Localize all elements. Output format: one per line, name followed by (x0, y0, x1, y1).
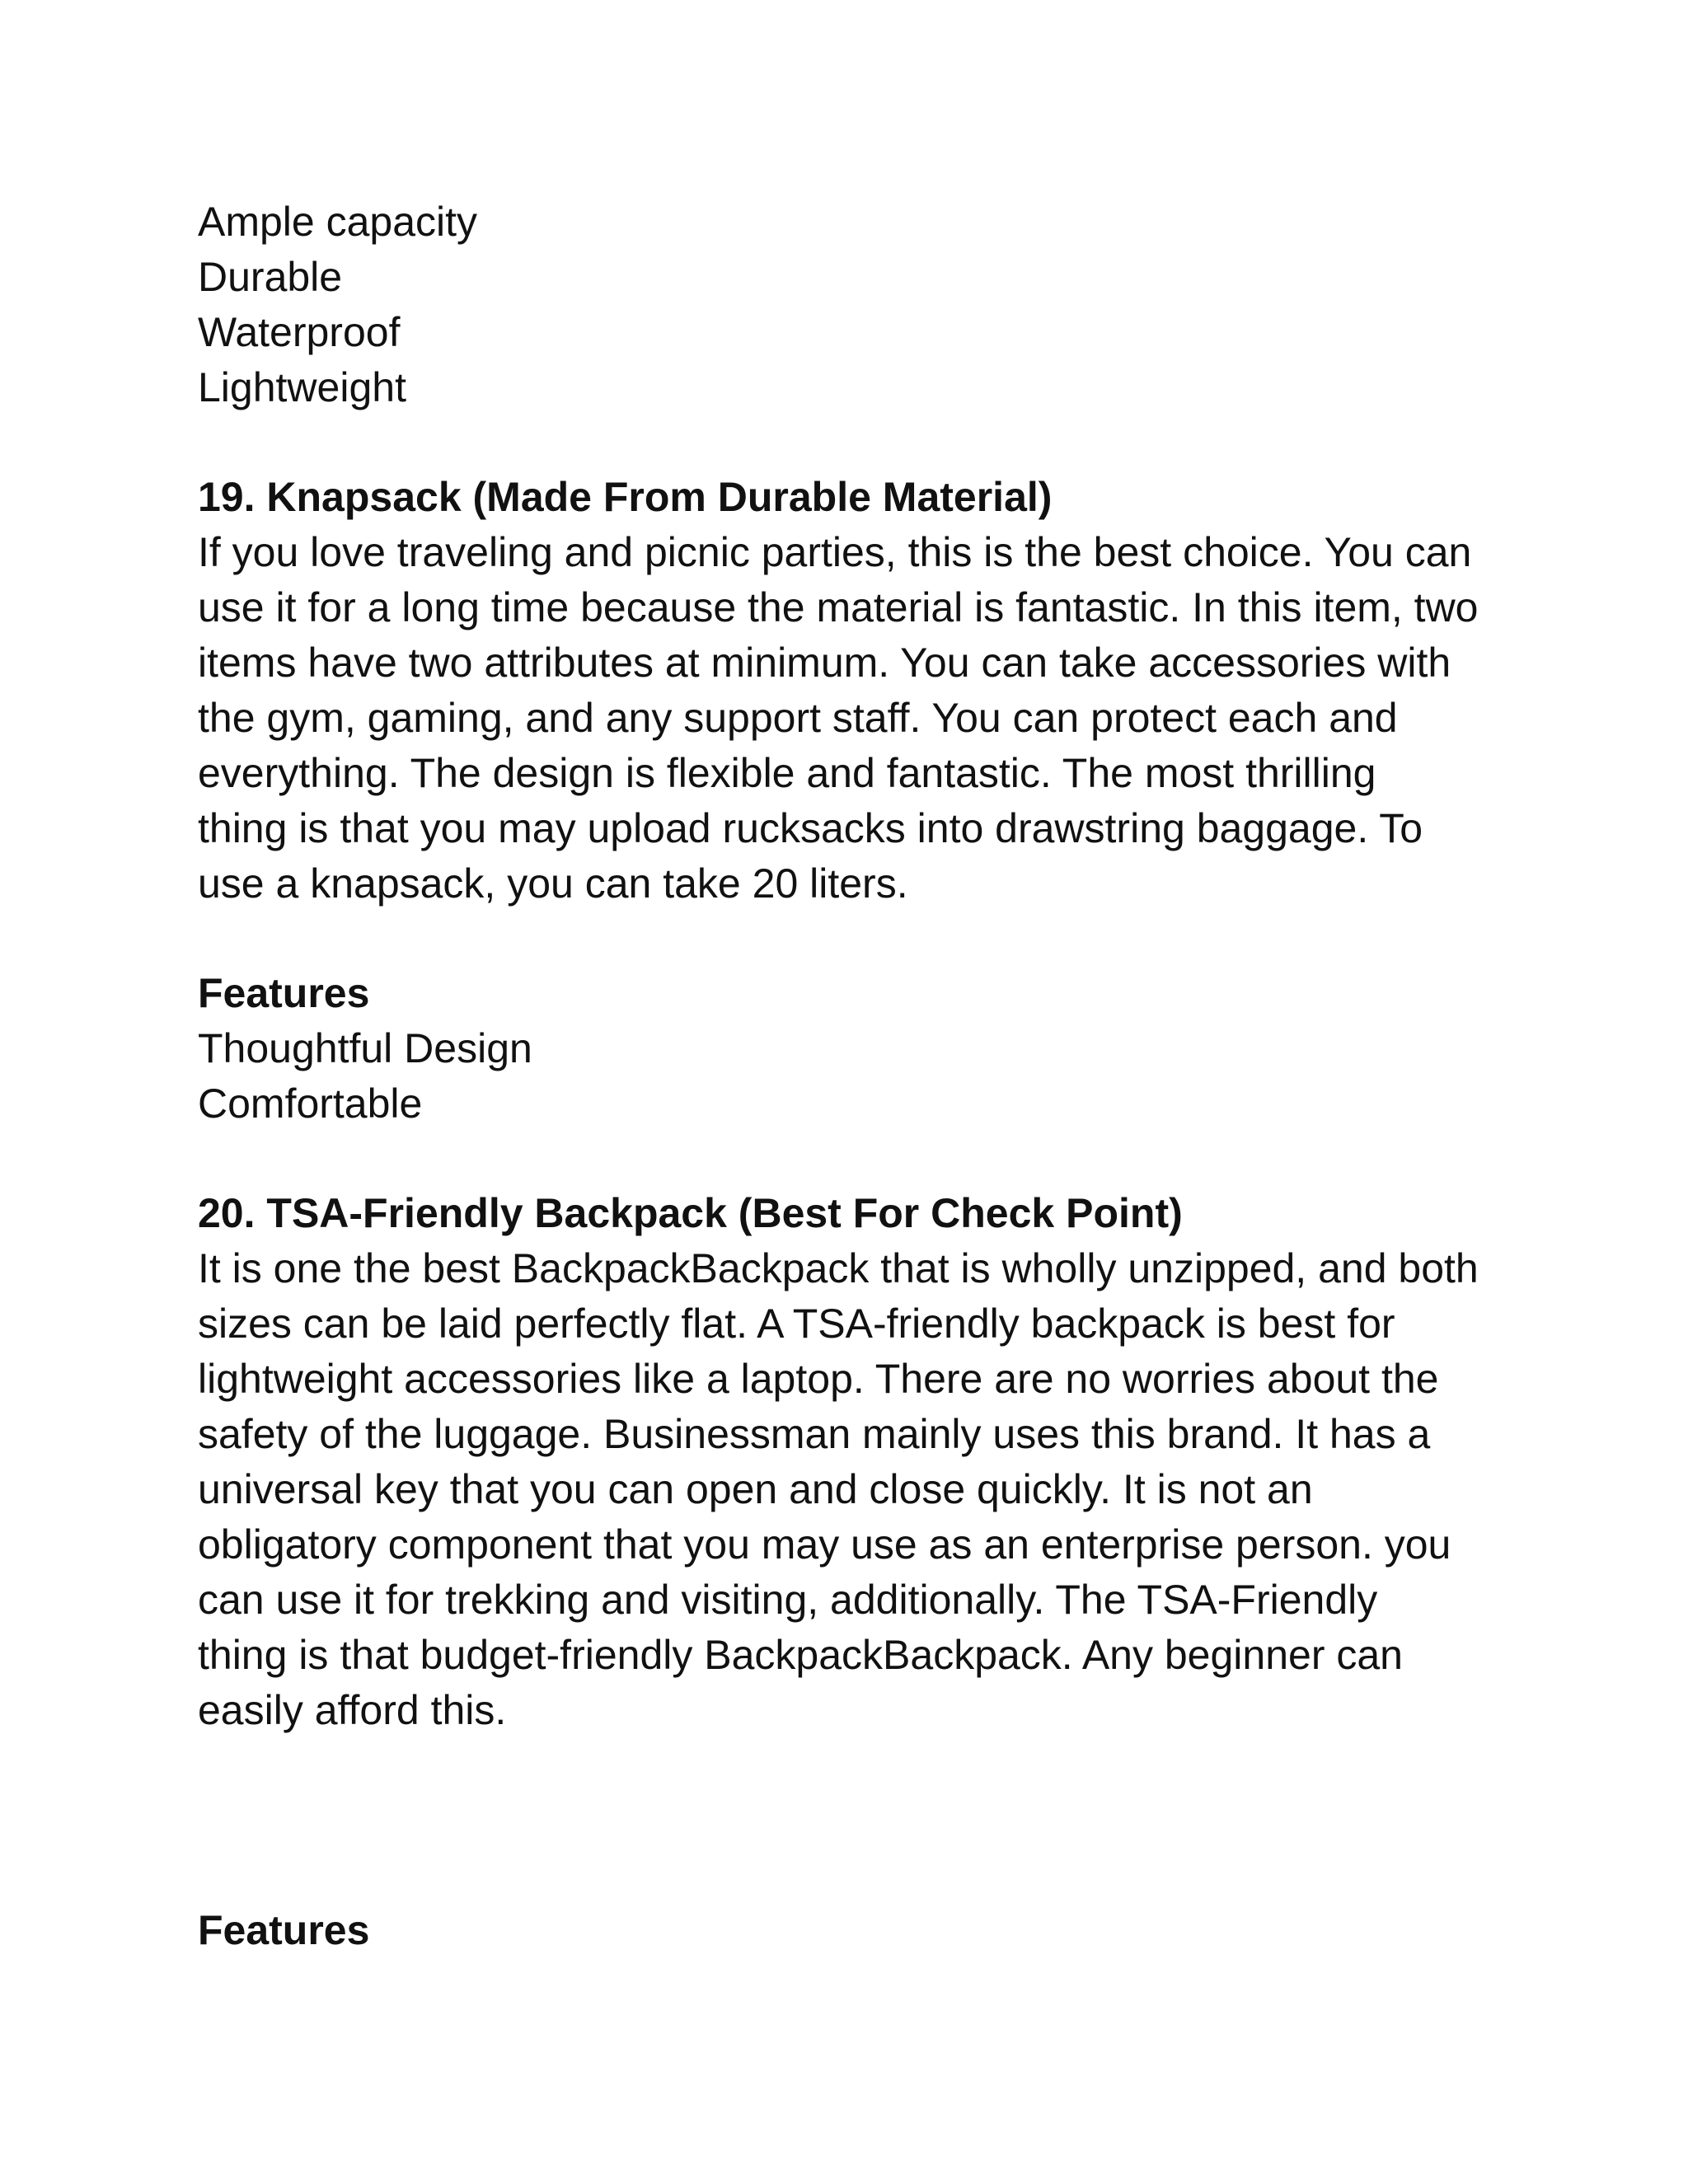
paragraph-line: easily afford this. (198, 1687, 507, 1733)
features-list (198, 1021, 1500, 1132)
section-19 (198, 470, 1500, 1132)
spacer (198, 1132, 1500, 1186)
list-item: Comfortable (198, 1080, 423, 1127)
list-item: Lightweight (198, 364, 406, 410)
top-feature-list (198, 194, 1500, 415)
spacer (198, 1738, 1500, 1903)
list-item: Thoughtful Design (198, 1025, 532, 1071)
paragraph-line: sizes can be laid perfectly flat. A TSA-friendly backpack is best for (198, 1301, 1395, 1347)
paragraph-line: universal key that you can open and close quickly. It is not an (198, 1466, 1313, 1512)
paragraph-line: thing is that you may upload rucksacks into drawstring baggage. To (198, 805, 1423, 851)
paragraph-line: can use it for trekking and visiting, additionally. The TSA-Friendly (198, 1577, 1378, 1623)
features-heading: Features (198, 1907, 370, 1953)
section-20 (198, 1186, 1500, 1958)
document-body (198, 194, 1500, 1958)
section-20-heading: 20. TSA-Friendly Backpack (Best For Check Point) (198, 1190, 1183, 1236)
features-heading: Features (198, 970, 370, 1016)
paragraph-line: use it for a long time because the material is fantastic. In this item, two (198, 584, 1479, 630)
spacer (198, 415, 1500, 470)
paragraph-line: everything. The design is flexible and fantastic. The most thrilling (198, 750, 1376, 796)
paragraph-line: If you love traveling and picnic parties, this is the best choice. You can (198, 529, 1472, 575)
list-item: Durable (198, 254, 343, 300)
paragraph-line: thing is that budget-friendly BackpackBackpack. Any beginner can (198, 1632, 1403, 1678)
paragraph-line: the gym, gaming, and any support staff. You can protect each and (198, 695, 1398, 741)
section-19-paragraph (198, 525, 1500, 912)
paragraph-line: use a knapsack, you can take 20 liters. (198, 860, 908, 907)
paragraph-line: lightweight accessories like a laptop. There are no worries about the (198, 1356, 1439, 1402)
paragraph-line: obligatory component that you may use as an enterprise person. you (198, 1521, 1451, 1568)
list-item: Waterproof (198, 309, 401, 355)
section-20-paragraph (198, 1241, 1500, 1738)
paragraph-line: safety of the luggage. Businessman mainly uses this brand. It has a (198, 1411, 1431, 1457)
section-19-heading: 19. Knapsack (Made From Durable Material) (198, 474, 1053, 520)
paragraph-line: items have two attributes at minimum. You can take accessories with (198, 640, 1451, 686)
paragraph-line: It is one the best BackpackBackpack that is wholly unzipped, and both (198, 1245, 1479, 1291)
list-item: Ample capacity (198, 199, 478, 245)
spacer (198, 912, 1500, 966)
